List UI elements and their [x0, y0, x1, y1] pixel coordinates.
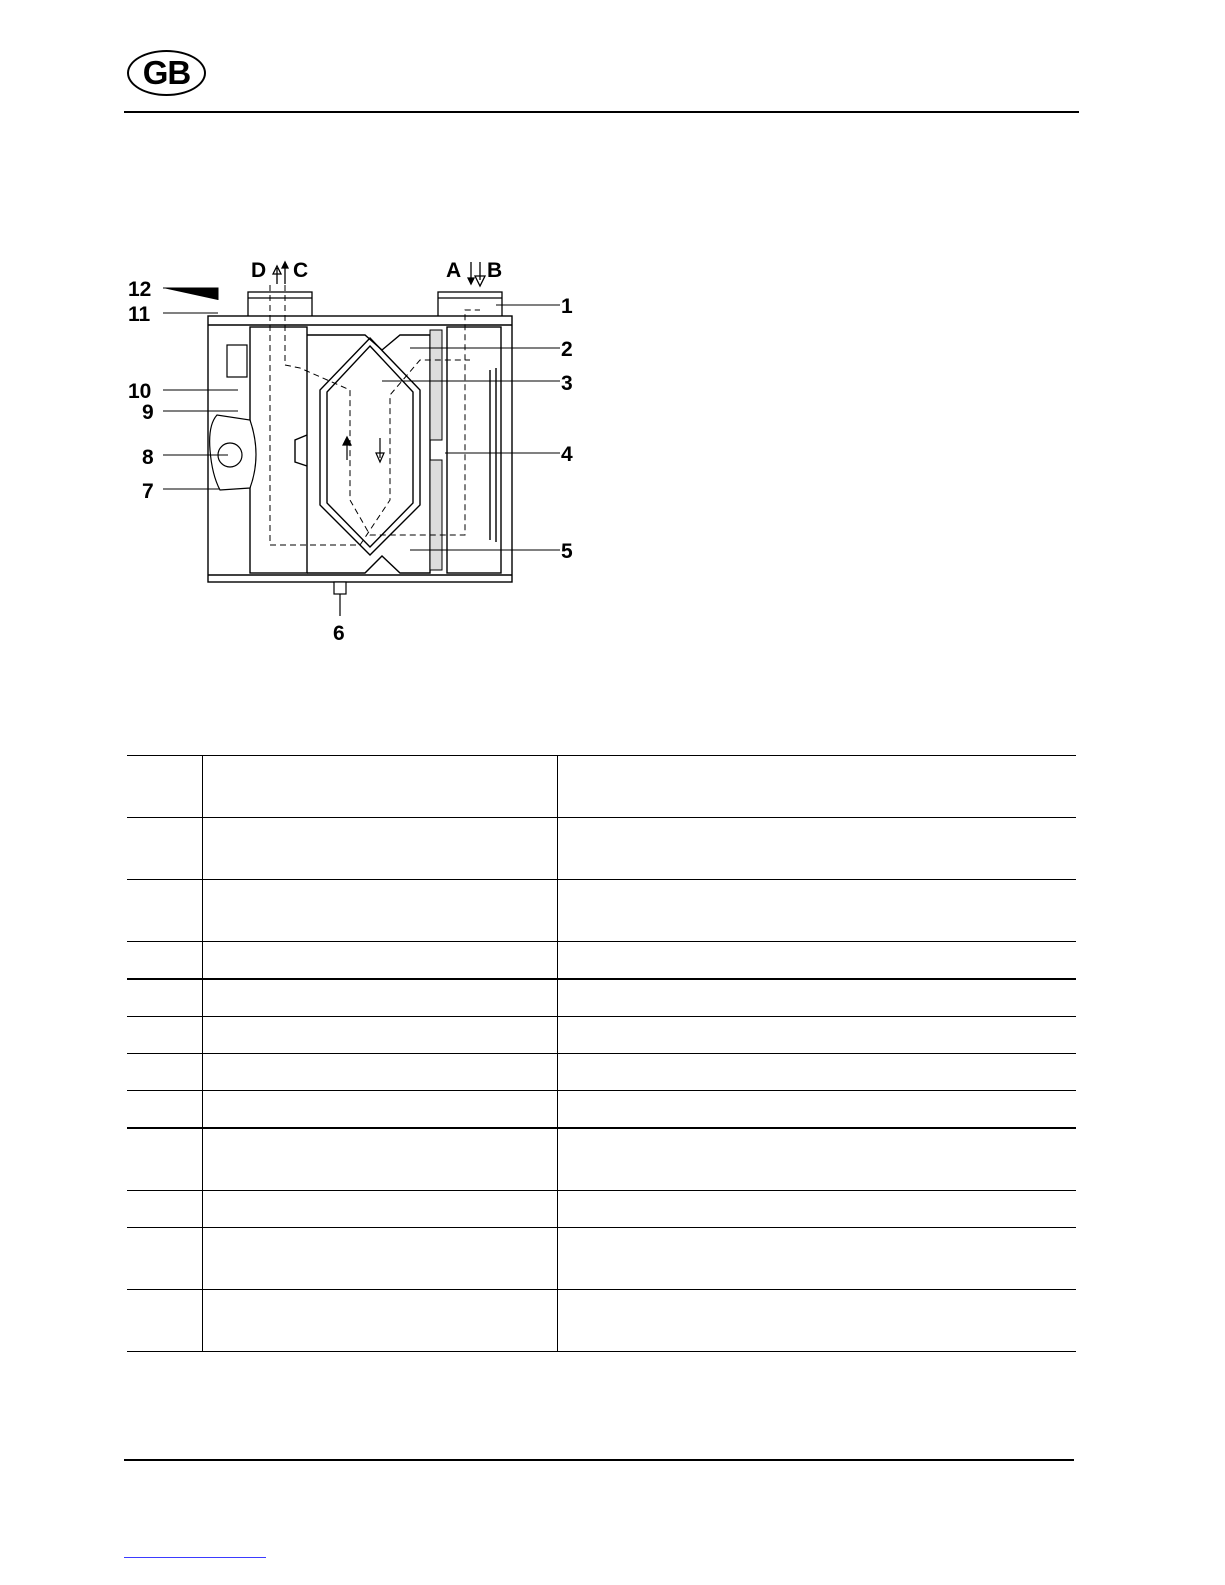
- flow-label-c: C: [293, 259, 309, 282]
- table-cell-num: [127, 1091, 203, 1129]
- callout-4: 4: [561, 443, 573, 466]
- table-cell-num: [127, 1054, 203, 1091]
- table-row: [127, 1054, 1076, 1091]
- callout-6: 6: [333, 622, 345, 645]
- callout-7: 7: [142, 480, 154, 503]
- footer-link-underline: [124, 1557, 266, 1558]
- table-cell-name: [203, 979, 558, 1017]
- table-cell-desc: [558, 979, 1077, 1017]
- table-cell-desc: [558, 1191, 1077, 1228]
- table-row: [127, 979, 1076, 1017]
- duct-connectors: [248, 292, 502, 317]
- callout-3: 3: [561, 372, 573, 395]
- table-cell-num: [127, 979, 203, 1017]
- table-cell-num: [127, 880, 203, 942]
- table-row: [127, 1191, 1076, 1228]
- table-cell-desc: [558, 756, 1077, 818]
- table-cell-num: [127, 756, 203, 818]
- table-cell-num: [127, 818, 203, 880]
- table-cell-num: [127, 1128, 203, 1191]
- language-badge: GB: [127, 50, 206, 96]
- callout-11: 11: [128, 303, 151, 326]
- table-cell-num: [127, 1290, 203, 1352]
- flow-label-b: B: [487, 259, 503, 282]
- table-cell-name: [203, 1191, 558, 1228]
- callout-12: 12: [128, 278, 152, 301]
- table-cell-num: [127, 1017, 203, 1054]
- table-cell-num: [127, 1228, 203, 1290]
- table-row: [127, 1091, 1076, 1129]
- callout-5: 5: [561, 540, 573, 563]
- table-cell-desc: [558, 1128, 1077, 1191]
- table-cell-num: [127, 942, 203, 980]
- table-row: [127, 1290, 1076, 1352]
- table-cell-name: [203, 1228, 558, 1290]
- flow-label-a: A: [446, 259, 462, 282]
- table-cell-desc: [558, 818, 1077, 880]
- table-row: [127, 818, 1076, 880]
- table-cell-desc: [558, 1054, 1077, 1091]
- header-divider: [124, 111, 1079, 113]
- table-row: [127, 942, 1076, 980]
- table-cell-name: [203, 1017, 558, 1054]
- callout-9: 9: [142, 401, 154, 424]
- callout-10: 10: [128, 380, 152, 403]
- table-cell-desc: [558, 1091, 1077, 1129]
- table-cell-name: [203, 818, 558, 880]
- table-row: [127, 880, 1076, 942]
- table-cell-desc: [558, 1290, 1077, 1352]
- table-cell-name: [203, 756, 558, 818]
- parts-table: [127, 755, 1076, 1352]
- callout-1: 1: [561, 295, 573, 318]
- table-cell-num: [127, 1191, 203, 1228]
- table-row: [127, 1017, 1076, 1054]
- table-cell-name: [203, 1290, 558, 1352]
- callout-8: 8: [142, 446, 154, 469]
- flow-label-d: D: [251, 259, 267, 282]
- table-cell-desc: [558, 1228, 1077, 1290]
- drain: [334, 582, 346, 616]
- table-row: [127, 1128, 1076, 1191]
- table-cell-name: [203, 942, 558, 980]
- table-row: [127, 756, 1076, 818]
- table-row: [127, 1228, 1076, 1290]
- unit-diagram: [120, 250, 590, 650]
- callout-2: 2: [561, 338, 573, 361]
- table-cell-desc: [558, 1017, 1077, 1054]
- table-cell-desc: [558, 942, 1077, 980]
- table-cell-name: [203, 1128, 558, 1191]
- table-cell-name: [203, 880, 558, 942]
- table-cell-desc: [558, 880, 1077, 942]
- table-cell-name: [203, 1091, 558, 1129]
- table-cell-name: [203, 1054, 558, 1091]
- footer-divider: [124, 1459, 1074, 1461]
